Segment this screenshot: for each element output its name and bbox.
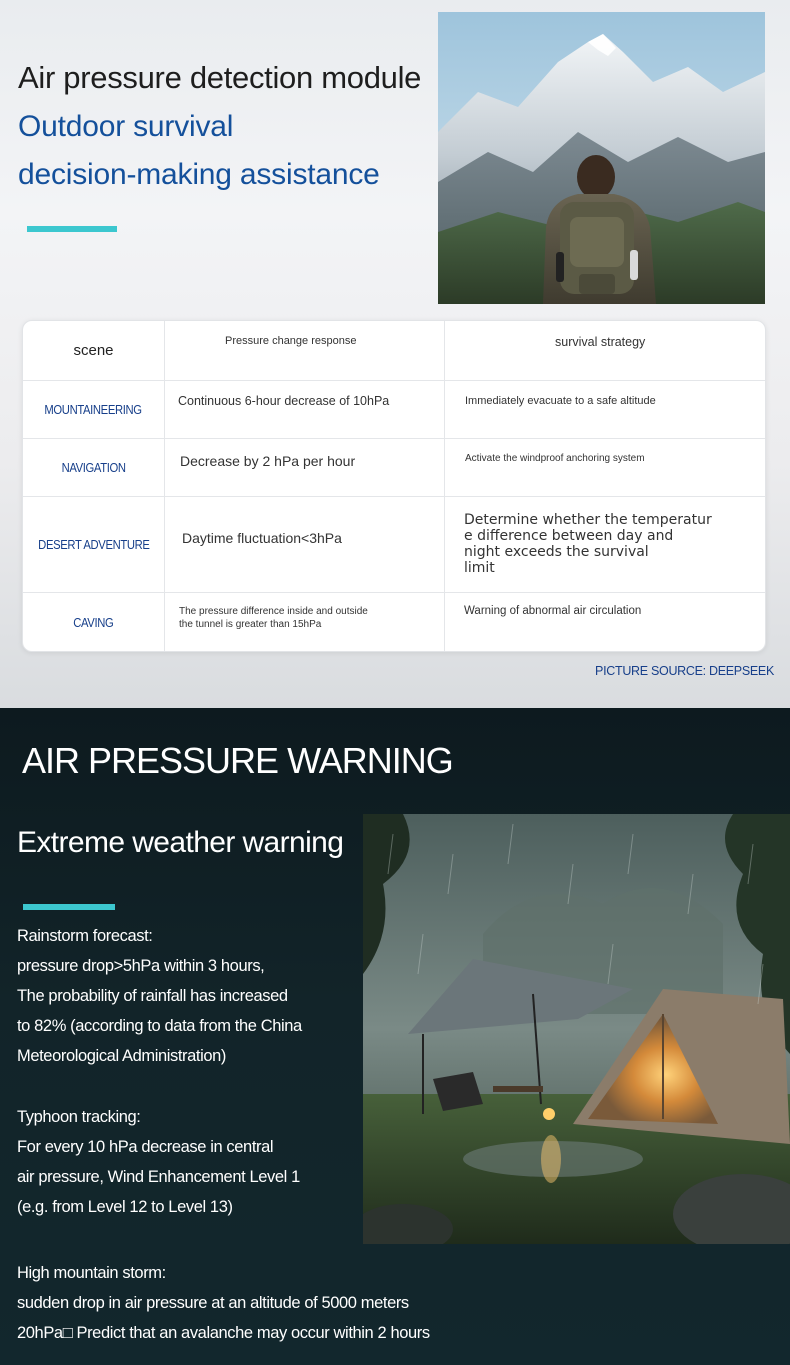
rainstorm-line: pressure drop>5hPa within 3 hours,: [17, 957, 265, 975]
table-row: [23, 380, 766, 438]
strategy-line: Determine whether the temperatur: [464, 512, 712, 528]
warning-subtitle: Extreme weather warning: [17, 826, 344, 859]
strategy-line: night exceeds the survival: [464, 544, 649, 560]
module-title: Air pressure detection module: [18, 60, 422, 95]
response-line: the tunnel is greater than 15hPa: [179, 619, 322, 630]
mountain-storm-line: 20hPa□ Predict that an avalanche may occur within 2 hours: [17, 1324, 430, 1342]
warning-section: [0, 708, 790, 1365]
scene-desert-adventure: DESERT ADVENTURE: [37, 537, 150, 552]
mountain-storm-heading: High mountain storm:: [17, 1264, 166, 1282]
typhoon-heading: Typhoon tracking:: [17, 1108, 141, 1126]
hiker-mountain-image: [438, 12, 765, 304]
rainstorm-heading: Rainstorm forecast:: [17, 927, 153, 945]
rainy-camp-image: [363, 814, 790, 1244]
accent-bar: [27, 226, 117, 232]
typhoon-line: air pressure, Wind Enhancement Level 1: [17, 1168, 300, 1186]
scene-mountaineering: MOUNTAINEERING: [44, 402, 143, 417]
header-pressure-response: Pressure change response: [225, 335, 357, 347]
strategy-cell: Immediately evacuate to a safe altitude: [465, 395, 656, 407]
rainstorm-line: The probability of rainfall has increased: [17, 987, 288, 1005]
module-subtitle-line1: Outdoor survival: [18, 110, 234, 143]
strategy-line: e difference between day and: [464, 528, 674, 544]
mountain-storm-line: sudden drop in air pressure at an altitude of 5000 meters: [17, 1294, 409, 1312]
table-header-row: [23, 321, 766, 380]
strategy-cell: Activate the windproof anchoring system: [465, 453, 645, 464]
table-row: [23, 496, 766, 592]
response-cell: Decrease by 2 hPa per hour: [180, 453, 356, 469]
warning-title: AIR PRESSURE WARNING: [22, 740, 453, 781]
response-line: The pressure difference inside and outside: [179, 606, 368, 617]
strategy-line: limit: [464, 560, 495, 576]
table-row: [23, 592, 766, 652]
accent-bar: [23, 904, 115, 910]
typhoon-line: For every 10 hPa decrease in central: [17, 1138, 274, 1156]
scene-caving: CAVING: [73, 616, 114, 630]
rainstorm-line: to 82% (according to data from the China: [17, 1017, 302, 1035]
rainstorm-line: Meteorological Administration): [17, 1047, 227, 1065]
header-scene: scene: [73, 342, 114, 359]
typhoon-line: (e.g. from Level 12 to Level 13): [17, 1198, 233, 1216]
response-cell: Daytime fluctuation<3hPa: [182, 530, 342, 546]
scene-navigation: NAVIGATION: [61, 460, 126, 475]
survival-table: [22, 320, 766, 652]
response-cell: Continuous 6-hour decrease of 10hPa: [178, 394, 390, 408]
module-subtitle-line2: decision-making assistance: [18, 158, 380, 191]
header-survival-strategy: survival strategy: [555, 335, 646, 349]
strategy-cell: Warning of abnormal air circulation: [464, 605, 642, 617]
picture-source: PICTURE SOURCE: DEEPSEEK: [595, 664, 774, 678]
table-row: [23, 438, 766, 496]
